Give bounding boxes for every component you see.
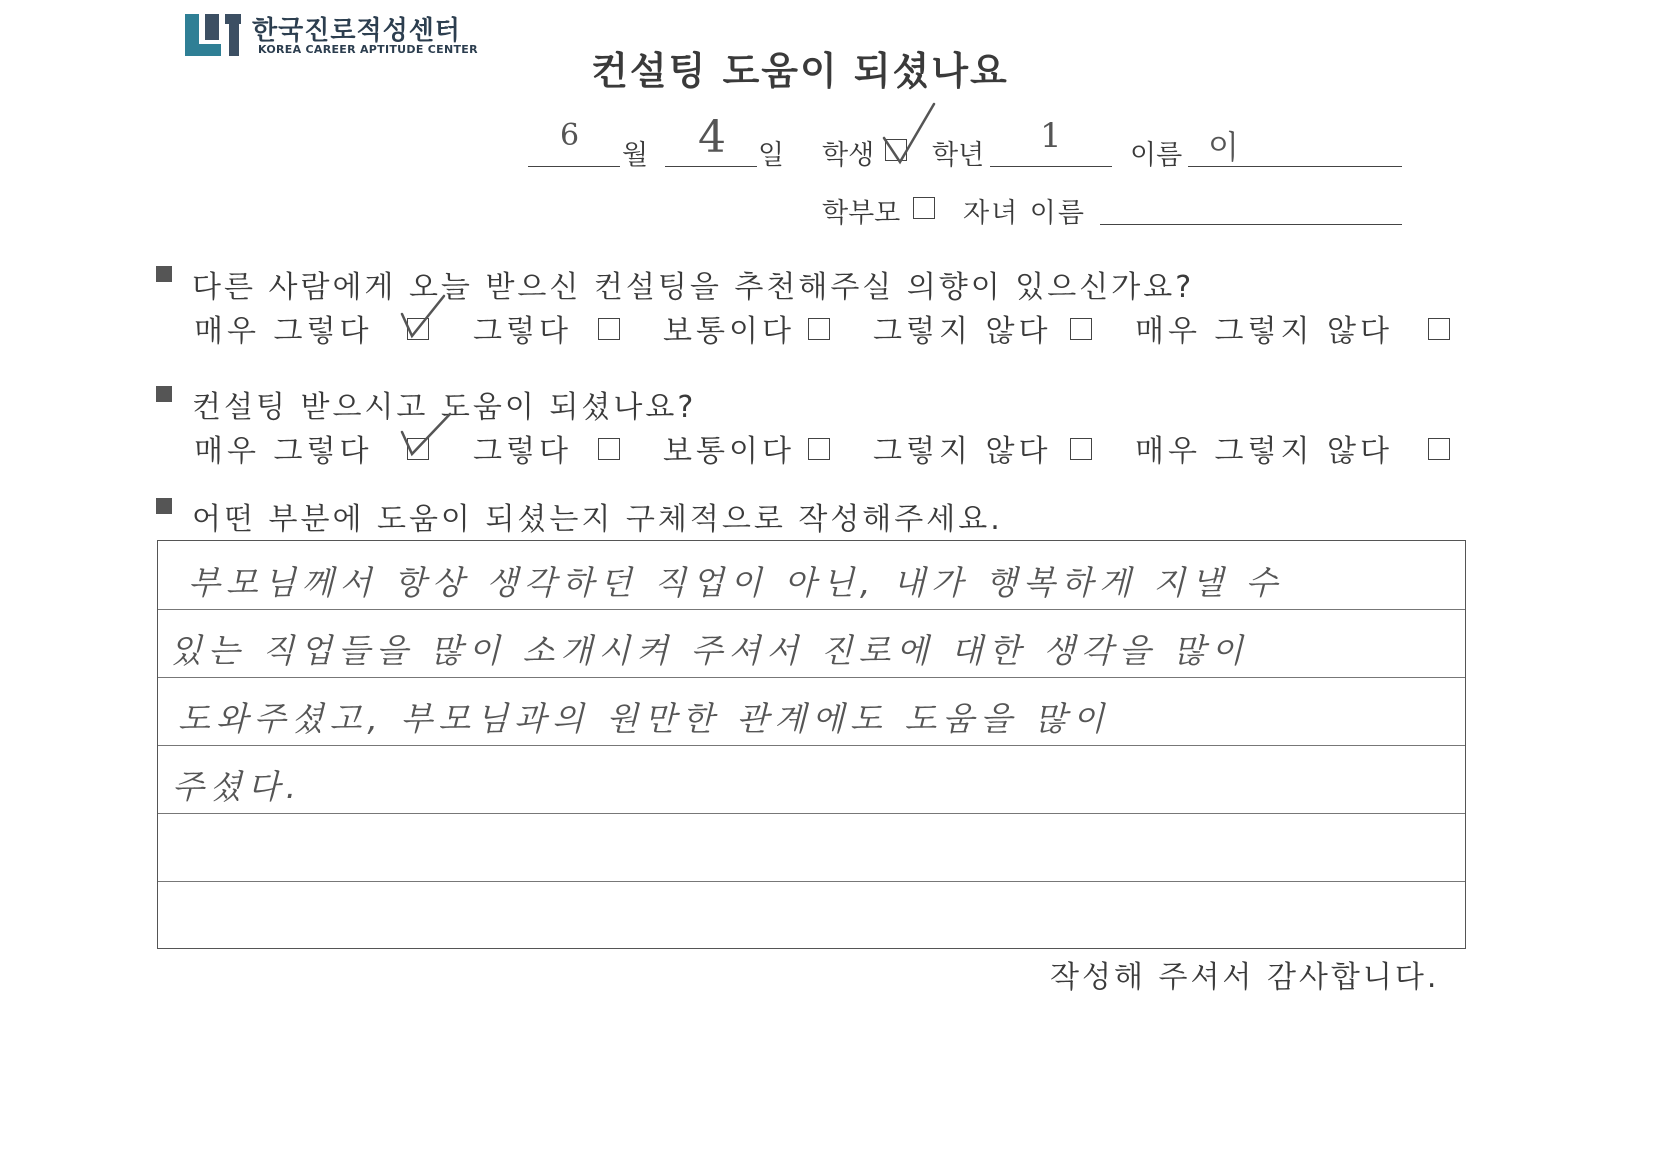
parent-label: 학부모 xyxy=(822,198,901,229)
q2-option-agree: 그렇다 xyxy=(473,434,572,469)
question-bullet-icon xyxy=(156,386,172,402)
answer-line-4: 주셨다. xyxy=(172,767,303,806)
answer-line-1: 부모님께서 항상 생각하던 직업이 아닌, 내가 행복하게 지낼 수 xyxy=(188,563,1284,602)
q2-option-very-disagree: 매우 그렇지 않다 xyxy=(1135,434,1393,469)
q2-checkbox-neutral[interactable] xyxy=(808,438,830,460)
month-value: 6 xyxy=(560,118,580,153)
org-name-ko: 한국진로적성센터 xyxy=(252,16,461,46)
q2-checkbox-agree[interactable] xyxy=(598,438,620,460)
thanks-message: 작성해 주셔서 감사합니다. xyxy=(1050,960,1440,995)
month-label: 월 xyxy=(622,140,649,171)
answer-line-2: 있는 직업들을 많이 소개시켜 주셔서 진로에 대한 생각을 많이 xyxy=(170,631,1249,670)
answer-row-divider xyxy=(158,745,1465,746)
student-check-mark-icon xyxy=(878,100,938,170)
name-value: 이 xyxy=(1208,128,1239,166)
q1-option-neutral: 보통이다 xyxy=(663,314,795,349)
answer-text-area[interactable] xyxy=(157,540,1466,949)
q1-option-disagree: 그렇지 않다 xyxy=(873,314,1052,349)
question-2-text: 컨설팅 받으시고 도움이 되셨나요? xyxy=(192,390,697,425)
q1-check-mark-icon xyxy=(398,292,448,342)
answer-row-divider xyxy=(158,609,1465,610)
q1-checkbox-agree[interactable] xyxy=(598,318,620,340)
child-name-label: 자녀 이름 xyxy=(963,198,1086,229)
question-3-text: 어떤 부분에 도움이 되셨는지 구체적으로 작성해주세요. xyxy=(192,502,1003,537)
q2-checkbox-disagree[interactable] xyxy=(1070,438,1092,460)
day-label: 일 xyxy=(758,140,785,171)
name-label: 이름 xyxy=(1130,140,1183,171)
form-title: 컨설팅 도움이 되셨나요 xyxy=(591,49,1009,93)
question-1-text: 다른 사람에게 오늘 받으신 컨설팅을 추천해주실 의향이 있으신가요? xyxy=(192,270,1195,305)
student-label: 학생 xyxy=(822,140,875,171)
grade-label: 학년 xyxy=(932,140,985,171)
grade-value: 1 xyxy=(1040,116,1062,156)
answer-row-divider xyxy=(158,881,1465,882)
month-field-line[interactable] xyxy=(528,166,620,167)
org-name-en: KOREA CAREER APTITUDE CENTER xyxy=(258,43,478,56)
day-value: 4 xyxy=(698,112,726,163)
q2-checkbox-very-disagree[interactable] xyxy=(1428,438,1450,460)
q2-option-disagree: 그렇지 않다 xyxy=(873,434,1052,469)
grade-field-line[interactable] xyxy=(990,166,1112,167)
q1-checkbox-very-disagree[interactable] xyxy=(1428,318,1450,340)
answer-line-3: 도와주셨고, 부모님과의 원만한 관계에도 도움을 많이 xyxy=(178,699,1111,738)
q1-checkbox-disagree[interactable] xyxy=(1070,318,1092,340)
q2-option-neutral: 보통이다 xyxy=(663,434,795,469)
q2-check-mark-icon xyxy=(398,408,454,460)
day-field-line[interactable] xyxy=(665,166,757,167)
child-name-field-line[interactable] xyxy=(1100,224,1402,225)
question-bullet-icon xyxy=(156,266,172,282)
q1-option-very-disagree: 매우 그렇지 않다 xyxy=(1135,314,1393,349)
answer-row-divider xyxy=(158,677,1465,678)
answer-row-divider xyxy=(158,813,1465,814)
q1-option-very-agree: 매우 그렇다 xyxy=(194,314,373,349)
q1-option-agree: 그렇다 xyxy=(473,314,572,349)
q1-checkbox-neutral[interactable] xyxy=(808,318,830,340)
question-bullet-icon xyxy=(156,498,172,514)
parent-checkbox[interactable] xyxy=(913,197,935,219)
q2-option-very-agree: 매우 그렇다 xyxy=(194,434,373,469)
